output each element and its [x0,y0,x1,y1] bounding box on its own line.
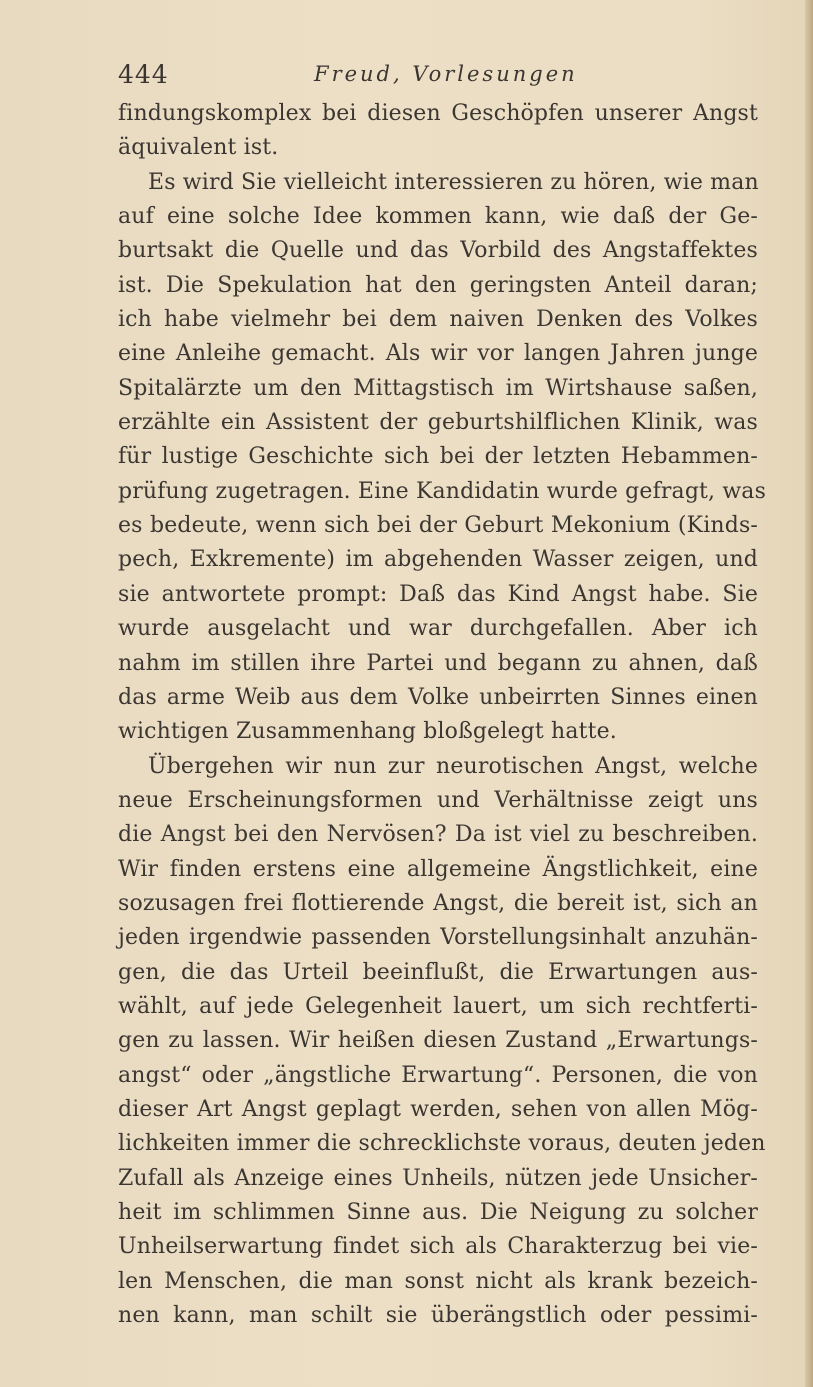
page-edge [805,0,813,1387]
text-line: sozusagen frei flottierende Angst, die bereit ist, sich an [118,890,758,916]
text-line: neue Erscheinungsformen und Verhältnisse zeigt uns [118,787,758,813]
text-line: auf eine solche Idee kommen kann, wie daß der Ge- [118,204,758,230]
text-line: angst“ oder „ängstliche Erwartung“. Personen, die von [118,1062,758,1088]
text-line: wählt, auf jede Gelegenheit lauert, um sich rechtferti- [118,993,758,1019]
text-line: pech, Exkremente) im abgehenden Wasser zeigen, und [118,547,758,573]
text-line: jeden irgendwie passenden Vorstellungsinhalt anzuhän- [118,925,758,951]
text-line: äquivalent ist. [118,135,279,161]
text-line: Spitalärzte um den Mittagstisch im Wirtshause saßen, [118,375,758,401]
text-line: dieser Art Angst geplagt werden, sehen von allen Mög- [118,1096,758,1122]
text-line: Wir finden erstens eine allgemeine Ängstlichkeit, eine [118,856,758,882]
text-line: sie antwortete prompt: Daß das Kind Angst habe. Sie [118,581,758,607]
text-line: die Angst bei den Nervösen? Da ist viel zu beschreiben. [118,822,758,848]
page-header [118,60,758,96]
text-line: erzählte ein Assistent der geburtshilflichen Klinik, was [118,410,758,436]
page-number: 444 [118,60,169,89]
text-line: ich habe vielmehr bei dem naiven Denken des Volkes [118,307,758,333]
text-line: eine Anleihe gemacht. Als wir vor langen Jahren junge [118,341,758,367]
text-line: burtsakt die Quelle und das Vorbild des Angstaffektes [118,238,758,264]
text-line: Unheilserwartung findet sich als Charakterzug bei vie- [118,1234,758,1260]
running-head: Freud, Vorlesungen [314,62,578,86]
text-line: Übergehen wir nun zur neurotischen Angst, welche [148,753,758,779]
text-line: nahm im stillen ihre Partei und begann zu ahnen, daß [118,650,758,676]
text-line: Zufall als Anzeige eines Unheils, nützen jede Unsicher- [118,1165,758,1191]
text-line: für lustige Geschichte sich bei der letzten Hebammen- [118,444,758,470]
text-line: lichkeiten immer die schrecklichste voraus, deuten jeden [118,1131,766,1157]
text-line: wurde ausgelacht und war durchgefallen. Aber ich [118,616,758,642]
text-line: gen, die das Urteil beeinflußt, die Erwartungen aus- [118,959,758,985]
text-line: wichtigen Zusammenhang bloßgelegt hatte. [118,719,617,745]
text-line: gen zu lassen. Wir heißen diesen Zustand „Erwartungs- [118,1028,758,1054]
text-line: Es wird Sie vielleicht interessieren zu hören, wie man [148,169,759,195]
body-text [118,97,767,1333]
text-line: heit im schlimmen Sinne aus. Die Neigung zu solcher [118,1200,758,1225]
text-line: das arme Weib aus dem Volke unbeirrten Sinnes einen [118,684,758,710]
text-line: nen kann, man schilt sie überängstlich oder pessimi- [118,1303,758,1329]
text-line: es bedeute, wenn sich bei der Geburt Mekonium (Kinds- [118,513,758,539]
text-line: len Menschen, die man sonst nicht als krank bezeich- [118,1268,758,1294]
text-line: prüfung zugetragen. Eine Kandidatin wurde gefragt, was [118,478,767,504]
text-line: findungskomplex bei diesen Geschöpfen unserer Angst [118,101,758,126]
text-line: ist. Die Spekulation hat den geringsten Anteil daran; [118,272,758,298]
